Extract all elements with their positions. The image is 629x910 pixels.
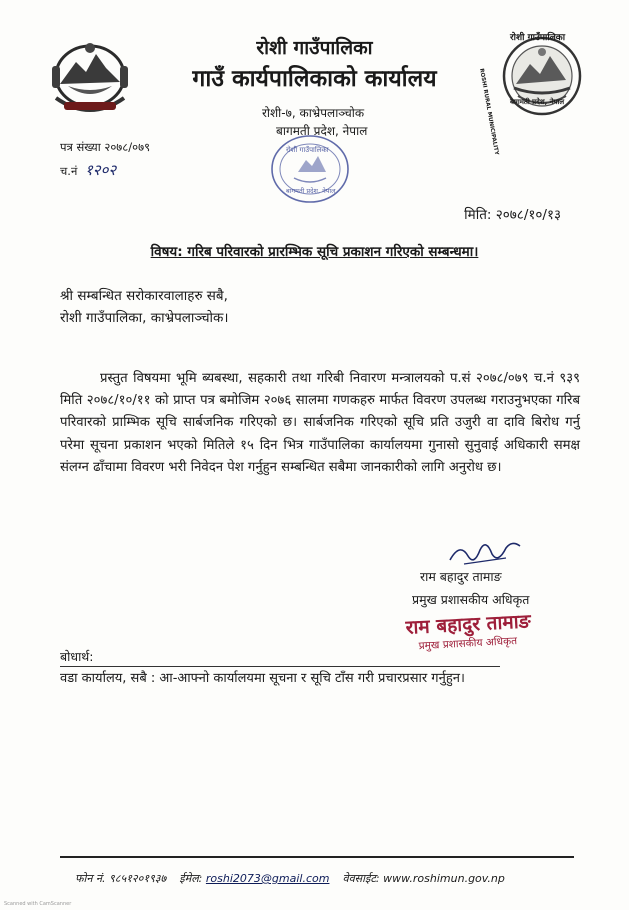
dispatch-number [60, 160, 116, 180]
logo-top-text: रोशी गाउँपालिका [510, 33, 566, 43]
signatory-stamp [399, 606, 561, 658]
signatory-title: प्रमुख प्रशासकीय अधिकृत [412, 592, 530, 607]
scan-watermark: Scanned with CamScanner [4, 901, 72, 907]
footer-contact [75, 871, 505, 886]
letter-body: प्रस्तुत विषयमा भूमि ब्यबस्था, सहकारी तथा गरिबी निवारण मन्त्रालयको प.सं २०७८/०७९ च.नं ९३९ मिति २०७८/१०/११ को प्राप्त पत्र बमोजिम २०७६ सालमा गणकहरु मार्फत विवरण उपलब्ध गराउनुभएका गरिब परिवारको प्राम्भिक सूचि सार्बजनिक गरिएको छ। सार्बजनिक गरिएको सूचि प्रति उजुरी वा दावि बिरोध गर्नु परेमा सूचना प्रकाशन भएको मितिले १५ दिन भित्र गाउँपालिका कार्यालयमा गुनासो सुनुवाई अधिकारी समक्ष संलग्न ढाँचामा विवरण भरी निवेदन पेश गर्नुहुन सम्बन्धित सबैमा जानकारीको लागि अनुरोध छ। [60, 371, 580, 475]
phone-number: ९८५१२०१९३७ [109, 872, 167, 885]
email-label: ईमेल: [179, 872, 203, 885]
municipality-name: रोशी गाउँपालिका [256, 37, 373, 59]
footer-divider [60, 856, 574, 858]
stamp-title: प्रमुख प्रशासकीय अधिकृत [418, 635, 518, 653]
address-line-2: बागमती प्रदेश, नेपाल [276, 124, 368, 138]
logo-bottom-text: बागमती प्रदेश, नेपाल [510, 98, 565, 106]
email-link[interactable]: roshi2073@gmail.com [205, 872, 330, 885]
letter-subject: विषय: गरिब परिवारको प्रारम्भिक सूचि प्रकाशन गरिएको सम्बन्धमा। [150, 244, 479, 260]
recipient-line-1: श्री सम्बन्धित सरोकारवालाहरु सबै, [60, 288, 228, 304]
cc-line: वडा कार्यालय, सबै : आ-आफ्नो कार्यालयमा सूचना र सूचि टाँस गरी प्रचारप्रसार गर्नुहुन। [60, 671, 465, 686]
stamp-name: राम बहादुर तामाङ [405, 610, 532, 639]
dispatch-number-handwritten: १२०२ [85, 161, 117, 179]
website-link[interactable]: www.roshimun.gov.np [383, 872, 505, 885]
phone-label: फोन नं. [75, 872, 106, 885]
cc-divider [60, 666, 500, 667]
seal-top-text: रोशी गाउँपालिका [286, 146, 329, 154]
signatory-name: राम बहादुर तामाङ [420, 569, 502, 584]
letter-date: मिति: २०७८/१०/१३ [464, 207, 561, 223]
logo-arc-text: ROSHI RURAL MUNICIPALITY [478, 68, 500, 156]
recipient-line-2: रोशी गाउँपालिका, काभ्रेपलाञ्चोक। [60, 310, 229, 326]
dispatch-label: च.नं [60, 164, 78, 178]
office-name: गाउँ कार्यपालिकाको कार्यालय [192, 66, 437, 92]
seal-bottom-text: बागमती प्रदेश, नेपाल [286, 187, 336, 195]
address-line-1: रोशी-७, काभ्रेपलाञ्चोक [262, 106, 365, 120]
signature-icon [446, 536, 526, 570]
cc-label: बोधार्थ: [60, 649, 94, 664]
website-label: वेवसाईट: [342, 872, 380, 885]
letter-number: पत्र संख्या २०७८/०७९ [60, 140, 151, 154]
